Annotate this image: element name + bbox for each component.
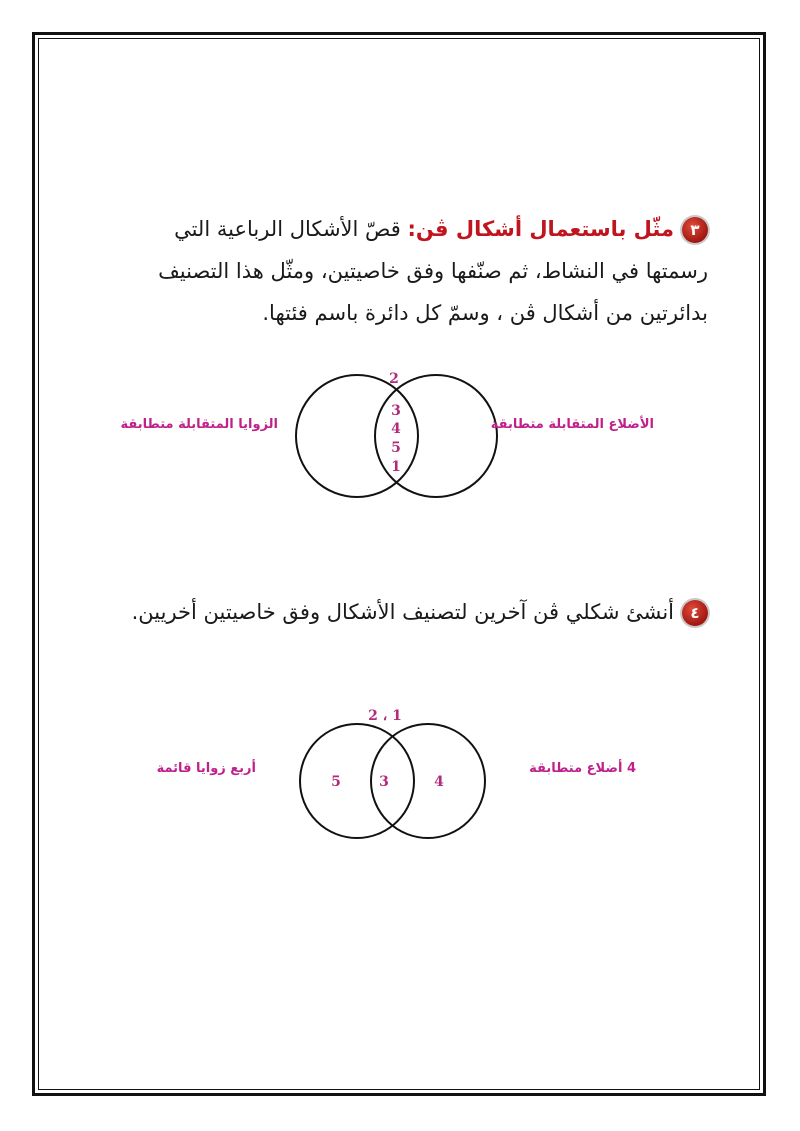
venn2-right-label: 4 أضلاع متطابقة xyxy=(529,761,636,776)
venn1-left-label: الزوايا المتقابلة متطابقة xyxy=(120,417,278,432)
venn2-right-only-value: 4 xyxy=(434,774,444,790)
question-4 xyxy=(88,592,708,632)
venn1-outside-value: 2 xyxy=(389,371,399,387)
venn1-intersection-value: 4 xyxy=(391,421,401,437)
venn1-intersection-value: 5 xyxy=(391,440,401,456)
venn2-intersection-value: 3 xyxy=(379,774,389,790)
venn1-intersection-value: 1 xyxy=(391,459,401,475)
venn2-left-only-value: 5 xyxy=(331,774,341,790)
question-3-keyword: مثّل باستعمال أشكال ڤن: xyxy=(407,217,674,241)
venn2-left-circle xyxy=(300,724,414,838)
venn2-left-label: أربع زوايا قائمة xyxy=(156,761,256,776)
question-3-text: قصّ الأشكال الرباعية التي رسمتها في النشاط، ثم صنّفها وفق خاصيتين، ومثّل هذا التصنيف بدائرتين من أشكال ڤن ، وسمّ كل دائرة باسم فئتها. xyxy=(158,217,708,325)
venn2-outside-values: 1 ، 2 xyxy=(368,708,402,724)
question-3-number-badge: ٣ xyxy=(682,217,708,243)
venn1-intersection-value: 3 xyxy=(391,403,401,419)
venn1-right-label: الأضلاع المتقابلة متطابقة xyxy=(490,417,654,432)
question-4-text: أنشئ شكلي ڤن آخرين لتصنيف الأشكال وفق خاصيتين أخريين. xyxy=(131,600,674,624)
question-4-number-badge: ٤ xyxy=(682,600,708,626)
